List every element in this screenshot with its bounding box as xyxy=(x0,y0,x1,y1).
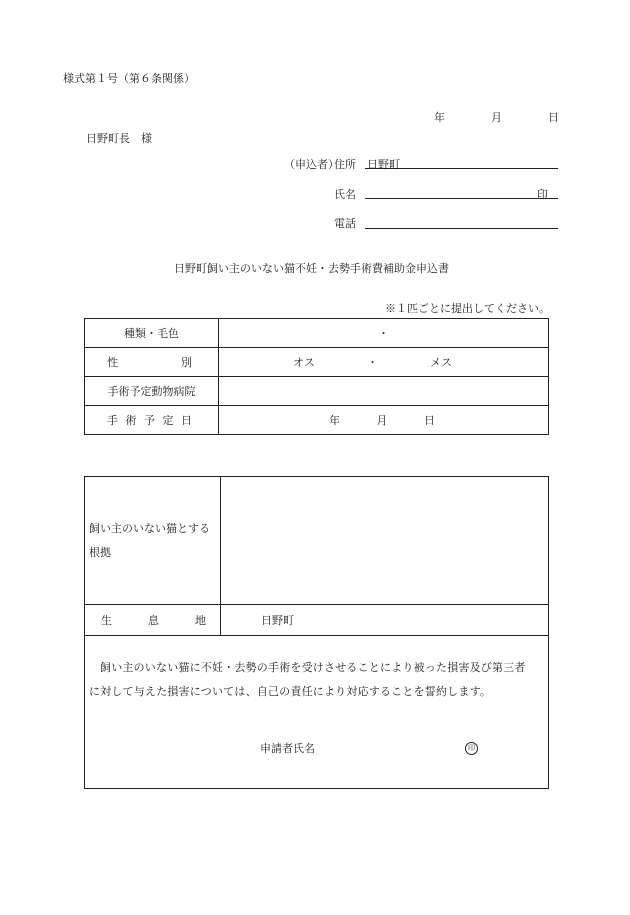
sex-label-char: 性 xyxy=(107,356,118,369)
pledge-row xyxy=(85,636,549,789)
habitat-label-char: 息 xyxy=(148,614,159,627)
date-day-label: 日 xyxy=(548,111,559,124)
habitat-label-char: 地 xyxy=(195,614,206,627)
applicant-role-label: （申込者） xyxy=(284,158,339,171)
phone-label: 電話 xyxy=(334,217,356,230)
reason-label: 飼い主のいない猫とする根拠 xyxy=(85,477,221,605)
sex-male-option[interactable]: オス xyxy=(293,356,315,369)
address-underline xyxy=(365,168,558,169)
form-title: 日野町飼い主のいない猫不妊・去勢手術費補助金申込書 xyxy=(174,262,449,275)
surgery-date-field[interactable] xyxy=(219,406,549,435)
address-label: 住所 xyxy=(334,158,356,171)
name-underline[interactable] xyxy=(365,198,558,199)
habitat-row xyxy=(85,605,549,636)
cat-info-table xyxy=(84,318,549,435)
sex-female-option[interactable]: メス xyxy=(429,356,452,369)
date-year-label: 年 xyxy=(434,111,445,124)
name-label: 氏名 xyxy=(334,188,356,201)
seal-icon: 印 xyxy=(465,742,478,755)
sex-label xyxy=(85,348,219,377)
sex-label-char: 別 xyxy=(181,356,192,369)
type-color-row xyxy=(85,319,549,348)
surgery-date-row xyxy=(85,406,549,435)
pledge-cell xyxy=(85,636,549,789)
submission-note: ※１匹ごとに提出してください。 xyxy=(385,302,550,315)
sex-row xyxy=(85,348,549,377)
signer-label: 申請者氏名 xyxy=(260,742,315,755)
surgery-date-label-char: 定 xyxy=(162,414,174,427)
date-month-label: 月 xyxy=(491,111,502,124)
surgery-day-label: 日 xyxy=(424,414,435,427)
surgery-month-label: 月 xyxy=(376,414,388,427)
address-value[interactable]: 日野町 xyxy=(367,158,400,171)
pledge-text: 飼い主のいない猫に不妊・去勢の手術を受けさせることにより被った損害及び第三者に対して与えた損害については、自己の責任により対応することを誓約します。 xyxy=(89,661,526,698)
habitat-label-char: 生 xyxy=(101,614,112,627)
surgery-date-label-char: 手 xyxy=(107,414,118,427)
surgery-date-label xyxy=(85,406,219,435)
sex-separator: ・ xyxy=(366,356,378,369)
sex-field xyxy=(219,348,549,377)
type-color-separator: ・ xyxy=(378,327,389,340)
habitat-label xyxy=(85,605,221,636)
signer-seal-field[interactable] xyxy=(465,740,478,755)
reason-field[interactable] xyxy=(221,477,549,605)
applicant-seal-mark: 印 xyxy=(537,188,548,201)
surgery-date-label-char: 日 xyxy=(181,414,192,427)
phone-underline[interactable] xyxy=(365,228,558,229)
reason-table xyxy=(84,476,549,789)
surgery-date-label-char: 予 xyxy=(144,414,155,427)
addressee: 日野町長 様 xyxy=(86,132,152,145)
type-color-field[interactable] xyxy=(219,319,549,348)
hospital-label: 手術予定動物病院 xyxy=(85,377,219,406)
surgery-date-label-char: 術 xyxy=(125,414,137,427)
hospital-row xyxy=(85,377,549,406)
form-number: 様式第１号（第６条関係） xyxy=(63,72,195,85)
surgery-year-label: 年 xyxy=(329,414,340,427)
habitat-field[interactable]: 日野町 xyxy=(221,605,549,636)
reason-row xyxy=(85,477,549,605)
type-color-label: 種類・毛色 xyxy=(85,319,219,348)
hospital-field[interactable] xyxy=(219,377,549,406)
